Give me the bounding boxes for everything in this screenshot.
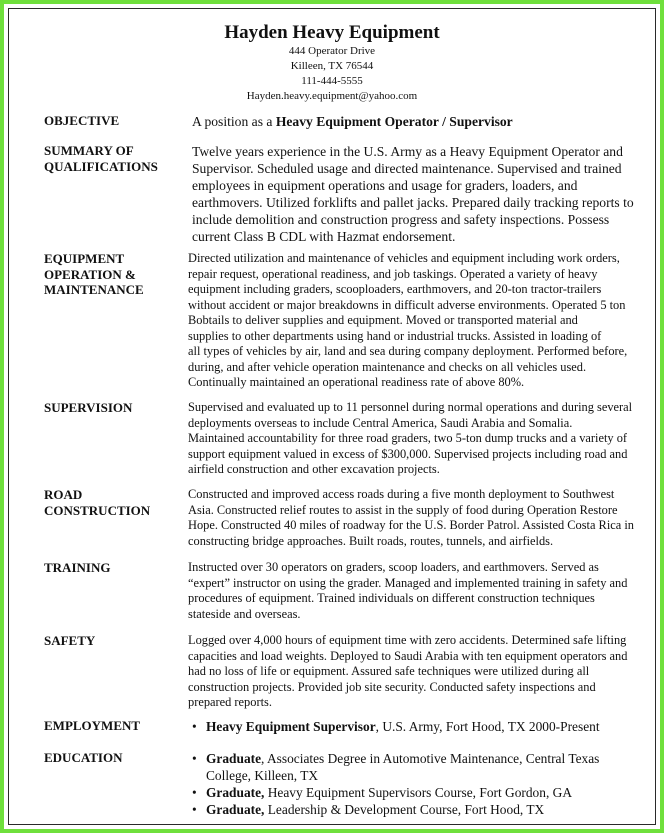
section-label-line: CONSTRUCTION [44, 502, 151, 518]
bullet-icon: • [192, 719, 197, 734]
section-label-line: SUMMARY OF [44, 143, 134, 158]
item-text: , Associates Degree in Automotive Maintenance, Central Texas [261, 751, 600, 766]
bullet-icon: • [192, 785, 197, 800]
section-label [44, 633, 184, 649]
list-item [192, 801, 599, 818]
section-label-line: TRAINING [44, 560, 111, 575]
section-label [44, 487, 184, 518]
body-line: earthmovers. Utilized forklifts and pallet jacks. Prepared daily tracking reports to [192, 195, 634, 210]
item-title: Graduate, [206, 785, 265, 800]
body-line: repair request, operational readiness, and job taskings. Operated a variety of heavy [188, 266, 598, 281]
body-line: current Class B CDL with Hazmat endorsement. [192, 229, 456, 244]
body-line: procedures of equipment. Trained individuals on different construction techniques [188, 591, 595, 605]
list-item [192, 750, 599, 784]
body-line: prepared reports. [188, 695, 272, 709]
section-body [188, 633, 648, 711]
section-label [44, 143, 184, 174]
section-label-line: SUPERVISION [44, 400, 133, 415]
body-line: supplies to other departments using hand or industrial trucks. Assisted in loading of [188, 328, 602, 343]
address: 444 Operator Drive [288, 45, 376, 57]
body-line: Asia. Constructed relief routes to assist in the supply of food during Operation Restore [188, 502, 618, 517]
bullet-icon: • [192, 802, 197, 817]
section-body [188, 560, 648, 622]
section-label [44, 400, 184, 416]
education-list [192, 750, 599, 818]
body-line: without accident or major breakdowns in difficult adverse environments. Operated 5 ton [188, 297, 626, 312]
item-title: Graduate [206, 751, 262, 766]
body-line: construction projects. Provided job site security. Conducted safety inspections and [188, 679, 596, 694]
body-line: Directed utilization and maintenance of vehicles and equipment including work orders, [188, 251, 620, 265]
body-line: Continually maintained an operational readiness rate of above 80%. [188, 375, 525, 389]
item-text: Heavy Equipment Supervisors Course, Fort Gordon, GA [264, 785, 572, 800]
body-line: employees in equipment operations and usage for graders, loaders, and [192, 178, 578, 193]
body-line: deployments overseas to include Central America, Saudi Arabia and Somalia. [188, 415, 573, 430]
section-label-line: OPERATION & [44, 266, 136, 282]
objective-prefix: A position as a [192, 114, 276, 129]
body-line: Maintained accountability for three road graders, two 5-ton dump trucks and a variety of [188, 431, 628, 445]
body-line: capacities and load weights. Deployed to Saudi Arabia with ten equipment operators and [188, 648, 628, 663]
body-line: “expert” instructor on using the grader. Managed and implemented training in safety and [188, 575, 628, 590]
employment-list [192, 718, 600, 735]
body-line: Supervisor. Scheduled usage and directed maintenance. Supervised and trained [192, 161, 622, 176]
company-name: Hayden Heavy Equipment [224, 22, 440, 43]
body-line: equipment including graders, scooploaders, earthmovers, and 20-ton tractor-trailers [188, 282, 602, 296]
objective-text [192, 113, 652, 130]
item-title: Heavy Equipment Supervisor [206, 719, 376, 734]
objective-position: Heavy Equipment Operator / Supervisor [275, 114, 513, 129]
section-label: EMPLOYMENT [44, 718, 141, 733]
body-line: include demolition and construction progress and safety inspections. Possess [192, 212, 610, 227]
body-line: support equipment valued in excess of $300,000. Supervised projects including road and [188, 446, 628, 461]
body-line: Hope. Constructed 40 miles of roadway for the U.S. Border Patrol. Assisted Costa Rica in [188, 518, 634, 532]
list-item [192, 784, 599, 801]
body-line: Instructed over 30 operators on graders, scoop loaders, and earthmovers. Served as [188, 560, 599, 574]
section-label-line: MAINTENANCE [44, 282, 144, 297]
section-label [44, 560, 184, 576]
body-line: had no loss of life or equipment. Assured safe techniques were utilized during all [188, 664, 590, 678]
body-line: during, and after vehicle operation maintenance and checks on all vehicles used. [188, 359, 587, 374]
item-text: Leadership & Development Course, Fort Hood, TX [264, 802, 545, 817]
section-body [188, 251, 648, 391]
bullet-icon: • [192, 751, 197, 766]
section-body [188, 487, 648, 549]
section-label-line: EQUIPMENT [44, 251, 125, 266]
section-body [192, 143, 652, 245]
item-text: College, Killeen, TX [206, 768, 319, 783]
section-body [188, 400, 648, 478]
section-label [44, 251, 184, 298]
item-title: Graduate, [206, 802, 265, 817]
body-line: constructing bridge approaches. Built roads, routes, tunnels, and airfields. [188, 533, 554, 548]
body-line: Twelve years experience in the U.S. Army as a Heavy Equipment Operator and [192, 144, 623, 159]
section-label-line: QUALIFICATIONS [44, 158, 158, 174]
body-line: airfield construction and other excavation projects. [188, 462, 440, 476]
phone: 111-444-5555 [301, 75, 363, 87]
city: Killeen, TX 76544 [290, 60, 374, 72]
resume-header [0, 22, 664, 104]
email: Hayden.heavy.equipment@yahoo.com [246, 90, 418, 102]
section-label: EDUCATION [44, 750, 123, 765]
body-line: all types of vehicles by air, land and sea during company deployment. Performed before, [188, 344, 628, 358]
item-text: , U.S. Army, Fort Hood, TX 2000-Present [375, 719, 600, 734]
section-label-line: SAFETY [44, 633, 96, 648]
body-line: stateside and overseas. [188, 606, 301, 621]
body-line: Bobtails to deliver supplies and equipment. Moved or transported material and [188, 313, 578, 327]
list-item [192, 718, 600, 735]
body-line: Constructed and improved access roads during a five month deployment to Southwest [188, 487, 615, 501]
section-label: OBJECTIVE [44, 113, 120, 128]
body-line: Supervised and evaluated up to 11 personnel during normal operations and during several [188, 400, 633, 414]
body-line: Logged over 4,000 hours of equipment time with zero accidents. Determined safe lifting [188, 633, 627, 647]
section-label-line: ROAD [44, 487, 83, 502]
